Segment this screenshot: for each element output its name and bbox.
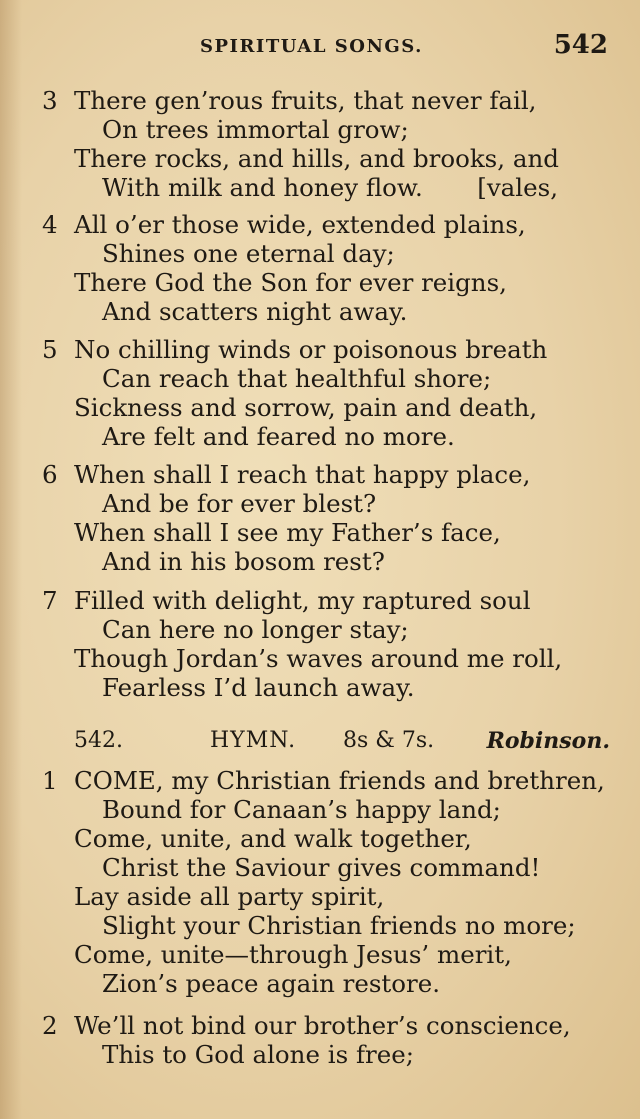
- verse-line: When shall I reach that happy place,: [74, 460, 531, 489]
- hymn-author: Robinson.: [486, 728, 610, 754]
- verse-line: There rocks, and hills, and brooks, and: [74, 144, 559, 173]
- verse-line: When shall I see my Father’s face,: [74, 518, 501, 547]
- verse-line: Slight your Christian friends no more;: [102, 911, 576, 940]
- verse-line: There God the Son for ever reigns,: [74, 268, 507, 297]
- page-edge-shadow: [0, 0, 22, 1119]
- hymn-meter: 8s & 7s.: [343, 728, 435, 753]
- stanza-number: 4: [42, 210, 58, 239]
- verse-line: Sickness and sorrow, pain and death,: [74, 393, 538, 422]
- verse-line: Though Jordan’s waves around me roll,: [74, 644, 563, 673]
- hymn-header: [0, 728, 640, 760]
- stanza-number: 7: [42, 586, 58, 615]
- verse-line: Fearless I’d launch away.: [102, 673, 415, 702]
- verse-line: Come, unite, and walk together,: [74, 824, 472, 853]
- verse-line: Are felt and feared no more.: [102, 422, 455, 451]
- verse-line: Filled with delight, my raptured soul: [74, 586, 531, 615]
- verse-line: We’ll not bind our brother’s conscience,: [74, 1011, 571, 1040]
- page-header: [0, 30, 640, 66]
- page-number: 542: [553, 30, 608, 60]
- hymn-label: HYMN.: [210, 728, 297, 753]
- verse-line: Lay aside all party spirit,: [74, 882, 385, 911]
- verse-line: COME, my Christian friends and brethren,: [74, 766, 605, 795]
- stanza-number: 5: [42, 335, 58, 364]
- verse-line: Bound for Canaan’s happy land;: [102, 795, 501, 824]
- verse-line: Can here no longer stay;: [102, 615, 409, 644]
- verse-line: There gen’rous fruits, that never fail,: [74, 86, 537, 115]
- verse-line: No chilling winds or poisonous breath: [74, 335, 548, 364]
- running-head: SPIRITUAL SONGS.: [200, 36, 423, 57]
- verse-line: And scatters night away.: [102, 297, 408, 326]
- verse-line: And in his bosom rest?: [102, 547, 385, 576]
- verse-line: Zion’s peace again restore.: [102, 969, 441, 998]
- stanza-number: 1: [42, 766, 58, 795]
- verse-line: Come, unite—through Jesus’ merit,: [74, 940, 512, 969]
- verse-line: Shines one eternal day;: [102, 239, 395, 268]
- verse-line: Christ the Saviour gives command!: [102, 853, 541, 882]
- hymn-number: 542.: [74, 728, 123, 753]
- stanza-number: 6: [42, 460, 58, 489]
- verse-line: All o’er those wide, extended plains,: [74, 210, 526, 239]
- verse-line: And be for ever blest?: [102, 489, 377, 518]
- stanza-number: 3: [42, 86, 58, 115]
- verse-line: This to God alone is free;: [102, 1040, 414, 1069]
- verse-line: Can reach that healthful shore;: [102, 364, 492, 393]
- verse-line: With milk and honey flow. [vales,: [102, 173, 558, 202]
- stanza-number: 2: [42, 1011, 58, 1040]
- verse-line: On trees immortal grow;: [102, 115, 409, 144]
